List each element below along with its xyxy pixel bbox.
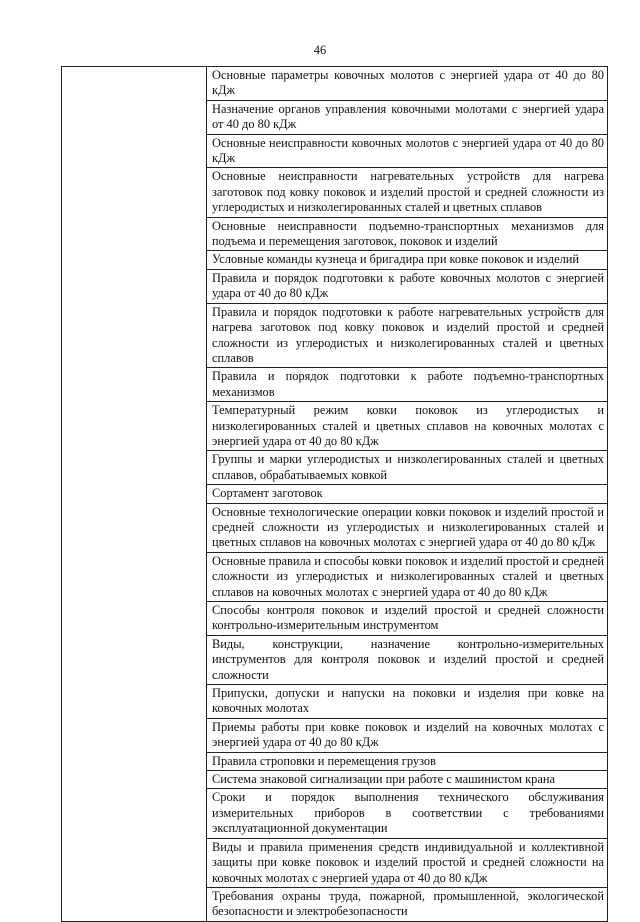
table-cell: Основные неисправности нагревательных устройств для нагрева заготовок под ковку поковок и изделий простой и средней сложности из углеродистых и низколегированных сталей и цветных сплавов xyxy=(207,168,608,217)
table-cell: Способы контроля поковок и изделий простой и средней сложности контрольно-измерительным инструментом xyxy=(207,602,608,636)
table-cell: Группы и марки углеродистых и низколегированных сталей и цветных сплавов, обрабатываемых ковкой xyxy=(207,451,608,485)
table-cell: Система знаковой сигнализации при работе с машинистом крана xyxy=(207,771,608,789)
table-cell: Основные неисправности ковочных молотов с энергией удара от 40 до 80 кДж xyxy=(207,134,608,168)
page-number: 46 xyxy=(313,43,327,57)
table-cell: Сроки и порядок выполнения технического обслуживания измерительных приборов в соответствии с требованиями эксплуатационной документации xyxy=(207,789,608,838)
table-cell: Сортамент заготовок xyxy=(207,485,608,503)
knowledge-table xyxy=(61,66,608,922)
table-cell: Условные команды кузнеца и бригадира при ковке поковок и изделий xyxy=(207,251,608,269)
table-cell: Виды, конструкции, назначение контрольно-измерительных инструментов для контроля поковок и изделий простой и средней сложности xyxy=(207,635,608,684)
table-cell: Правила и порядок подготовки к работе ковочных молотов с энергией удара от 40 до 80 кДж xyxy=(207,269,608,303)
table-cell: Правила строповки и перемещения грузов xyxy=(207,752,608,770)
table-cell: Виды и правила применения средств индивидуальной и коллективной защиты при ковке поковок и изделий простой и средней сложности на ковочных молотах с энергией удара от 40 до 80 кДж xyxy=(207,838,608,887)
left-column-cell xyxy=(62,67,207,922)
table-cell: Назначение органов управления ковочными молотами с энергией удара от 40 до 80 кДж xyxy=(207,100,608,134)
table-cell: Основные неисправности подъемно-транспортных механизмов для подъема и перемещения заготовок, поковок и изделий xyxy=(207,217,608,251)
table-cell: Правила и порядок подготовки к работе подъемно-транспортных механизмов xyxy=(207,368,608,402)
table-cell: Основные технологические операции ковки поковок и изделий простой и средней сложности из углеродистых и низколегированных сталей и цветных сплавов на ковочных молотах с энергией удара от 40 до 80 кДж xyxy=(207,503,608,552)
table-cell: Основные параметры ковочных молотов с энергией удара от 40 до 80 кДж xyxy=(207,67,608,101)
table-cell: Основные правила и способы ковки поковок и изделий простой и средней сложности из углеродистых и низколегированных сталей и цветных сплавов на ковочных молотах с энергией удара от 40 до 80 кДж xyxy=(207,552,608,601)
table-row xyxy=(62,67,608,101)
table-cell: Правила и порядок подготовки к работе нагревательных устройств для нагрева заготовок под ковку поковок и изделий простой и средней сложности из углеродистых и низколегированных сталей и цветных сплавов xyxy=(207,303,608,368)
table-cell: Требования охраны труда, пожарной, промышленной, экологической безопасности и электробезопасности xyxy=(207,887,608,921)
table-cell: Припуски, допуски и напуски на поковки и изделия при ковке на ковочных молотах xyxy=(207,685,608,719)
table-cell: Приемы работы при ковке поковок и изделий на ковочных молотах с энергией удара от 40 до 80 кДж xyxy=(207,718,608,752)
table-cell: Температурный режим ковки поковок из углеродистых и низколегированных сталей и цветных сплавов на ковочных молотах с энергией удара от 40 до 80 кДж xyxy=(207,402,608,451)
